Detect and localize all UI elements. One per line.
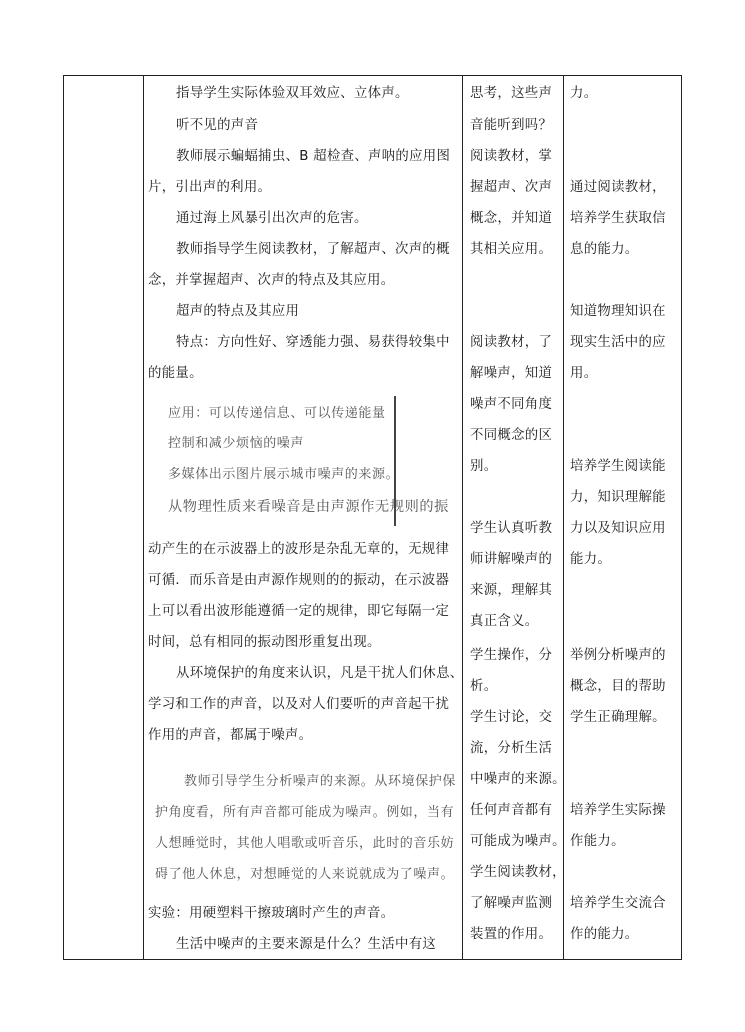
text-line: 阅读教材，掌 — [470, 149, 553, 164]
text-line: 析。 — [470, 679, 498, 694]
text-line: 培养学生交流合 — [570, 896, 666, 911]
text-line: 应用：可以传递信息、可以传递能量 — [168, 406, 386, 421]
text-line: 教师引导学生分析噪声的来源。从环境保护保 — [184, 774, 457, 789]
text-line: 概念，目的帮助 — [570, 679, 666, 694]
column-divider — [462, 76, 463, 959]
text-line: 力。 — [570, 86, 598, 101]
text-line: 流，分析生活 — [470, 741, 553, 756]
text-line: 教师指导学生阅读教材，了解超声、次声的概 — [176, 242, 450, 257]
text-line: 生活中噪声的主要来源是什么？生活中有这 — [176, 937, 437, 952]
text-line: 学生阅读教材， — [470, 865, 566, 880]
text-line: 可能成为噪声。 — [470, 834, 566, 849]
text-line: 真正含义。 — [470, 614, 539, 629]
text-line: 作用的声音，都属于噪声。 — [148, 728, 313, 743]
text-line: 念，并掌握超声、次声的特点及其应用。 — [148, 273, 395, 288]
section-heading: 听不见的声音 — [176, 118, 259, 133]
text-line: 不同概念的区 — [470, 428, 553, 443]
text-line: 力，知识理解能 — [570, 490, 666, 505]
text-line: 可循．而乐音是由声源作规则的的振动，在示波器 — [148, 573, 450, 588]
text-line: 装置的作用。 — [470, 927, 553, 942]
text-line: 上可以看出波形能遵循一定的规律，即它每隔一定 — [148, 604, 450, 619]
text-line: 师讲解噪声的 — [470, 552, 553, 567]
text-line: 片，引出声的利用。 — [148, 180, 272, 195]
text-line: 控制和减少烦恼的噪声 — [168, 436, 305, 451]
text-line: 培养学生实际操 — [570, 803, 666, 818]
text-line: 任何声音都有 — [470, 803, 553, 818]
text-line: 学生认真听教 — [470, 521, 553, 536]
text-line: 特点：方向性好、穿透能力强、易获得较集中 — [176, 335, 450, 350]
text-line: 教师展示蝙蝠捕虫、B 超检查、声呐的应用图 — [176, 149, 451, 164]
text-line: 从物理性质来看噪音是由声源作无规则的振 — [168, 499, 449, 515]
text-line: 学生讨论，交 — [470, 710, 553, 725]
text-line: 其相关应用。 — [470, 242, 553, 257]
text-line: 的能量。 — [148, 366, 203, 381]
column-divider — [563, 76, 564, 959]
text-line: 护角度看，所有声音都可能成为噪声。例如，当有 — [155, 805, 455, 820]
text-line: 培养学生获取信 — [570, 211, 666, 226]
text-line: 培养学生阅读能 — [570, 459, 666, 474]
text-line: 了解噪声监测 — [470, 896, 553, 911]
text-line: 音能听到吗？ — [470, 118, 553, 133]
section-heading: 超声的特点及其应用 — [176, 304, 300, 319]
text-line: 时间，总有相同的振动图形重复出现。 — [148, 635, 381, 650]
text-line: 通过海上风暴引出次声的危害。 — [176, 211, 368, 226]
text-line: 解噪声，知道 — [470, 366, 553, 381]
text-line: 中噪声的来源。 — [470, 772, 566, 787]
text-line: 知道物理知识在 — [570, 304, 666, 319]
text-line: 来源，理解其 — [470, 583, 553, 598]
text-line: 学生正确理解。 — [570, 710, 666, 725]
text-line: 通过阅读教材， — [570, 180, 666, 195]
text-line: 思考，这些声 — [470, 86, 553, 101]
text-line: 力以及知识应用 — [570, 521, 666, 536]
text-line: 多媒体出示图片展示城市噪声的来源。 — [168, 467, 400, 482]
text-line: 学习和工作的声音，以及对人们要听的声音起干扰 — [148, 697, 450, 712]
text-line: 能力。 — [570, 552, 612, 567]
text-line: 从环境保护的角度来认识，凡是干扰人们休息、 — [176, 666, 464, 681]
text-line: 人想睡觉时，其他人唱歌或听音乐，此时的音乐妨 — [155, 836, 455, 851]
text-line: 噪声不同角度 — [470, 397, 553, 412]
text-line: 作的能力。 — [570, 927, 639, 942]
lesson-plan-table — [63, 75, 682, 960]
text-line: 概念，并知道 — [470, 211, 553, 226]
text-line: 息的能力。 — [570, 242, 639, 257]
text-line: 别。 — [470, 459, 498, 474]
column-divider — [143, 76, 144, 959]
text-line: 阅读教材，了 — [470, 335, 553, 350]
text-line: 握超声、次声 — [470, 180, 553, 195]
text-line: 碍了他人休息，对想睡觉的人来说就成为了噪声。 — [155, 867, 455, 882]
text-line: 举例分析噪声的 — [570, 648, 666, 663]
image-edge — [394, 396, 396, 526]
text-line: 学生操作，分 — [470, 648, 553, 663]
text-line: 用。 — [570, 366, 598, 381]
text-line: 现实生活中的应 — [570, 335, 666, 350]
text-line: 动产生的在示波器上的波形是杂乱无章的，无规律 — [148, 542, 450, 557]
text-line: 作能力。 — [570, 834, 625, 849]
text-line: 指导学生实际体验双耳效应、立体声。 — [176, 86, 409, 101]
text-line: 实验：用硬塑料干擦玻璃时产生的声音。 — [148, 906, 395, 921]
